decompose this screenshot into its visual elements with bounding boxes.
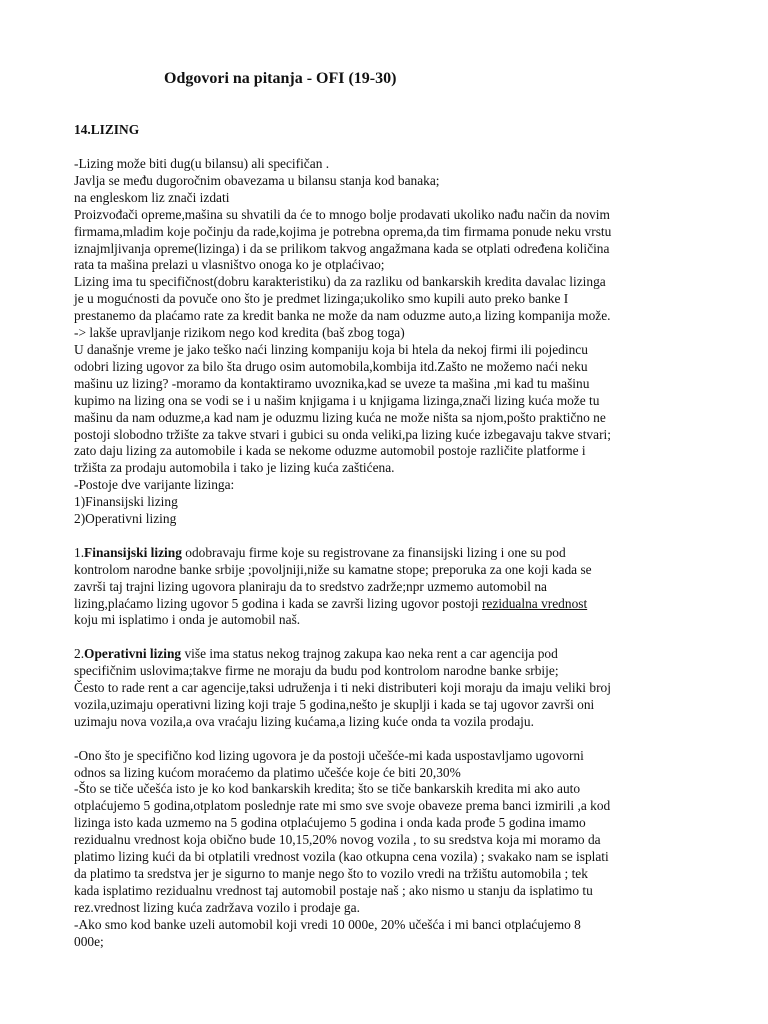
document-body — [74, 156, 714, 951]
text-line: rez.vrednost lizing kuća zadržava vozilo i prodaje ga. — [74, 899, 360, 915]
text-line: otplaćujemo 5 godina,otplatom poslednje rate mi smo sve svoje obaveze prema banci izmirili ,a kod — [74, 798, 611, 814]
text-line: firmama,mladim koje počinju da rade,kojima je potrebna oprema,da tim firmama ponude neku vrstu — [74, 223, 612, 239]
text-line: Često to rade rent a car agencije,taksi udruženja i ti neki distributeri koji moraju da imaju veliki broj — [74, 680, 611, 696]
item-number: 2. — [74, 646, 85, 662]
text-line: rata ta mašina prelazi u vlasništvo onoga ko je otplaćivao; — [74, 257, 385, 273]
text-line: -Lizing može biti dug(u bilansu) ali specifičan . — [74, 156, 330, 171]
operative-leasing-paragraph — [74, 646, 714, 731]
text-line: na engleskom liz znači izdati — [74, 189, 230, 205]
paragraph-gap — [74, 528, 714, 545]
text-line: specifičnim uslovima;takve firme ne moraju da budu pod kontrolom narodne banke srbije; — [74, 663, 559, 679]
text-line: -Ako smo kod banke uzeli automobil koji vredi 10 000e, 20% učešća i mi banci otplaćujemo 8 — [74, 916, 581, 932]
section-heading: 14.LIZING — [74, 122, 140, 137]
text-line — [74, 545, 714, 562]
residual-value-underlined: rezidualna vrednost — [481, 595, 588, 611]
text-line: Javlja se među dugoročnim obavezama u bilansu stanja kod banaka; — [74, 172, 440, 188]
text-line: -Što se tiče učešća isto je ko kod bankarskih kredita; što se tiče bankarskih kredita mi ako auto — [74, 781, 581, 797]
text-line: završi taj trajni lizing ugovora planiraju da to sredstvo zadrže;npr uzmemo automobil na — [74, 578, 547, 594]
text-line: kada isplatimo rezidualnu vrednost taj automobil postaje naš ; ako nismo u stanju da isplatimo tu — [74, 882, 593, 898]
text-line: 000e; — [74, 933, 104, 949]
text-line: platimo lizing kući da bi otplatili vrednost vozila (kao otkupna cena vozila) ; svakako nam se isplati — [74, 849, 609, 865]
paragraph-gap — [74, 731, 714, 748]
text-line: rezidualnu vrednost koja obično bude 10,15,20% novog vozila , to su sredstva koja mi moramo da — [74, 832, 601, 848]
text-line: Proizvođači opreme,mašina su shvatili da će to mnogo bolje prodavati ukoliko nađu način da novim — [74, 206, 610, 222]
text-line — [74, 646, 714, 663]
text-line: koju mi isplatimo i onda je automobil naš. — [74, 612, 301, 628]
line-text: odobravaju firme koje su registrovane za finansijski lizing i one su pod — [181, 544, 566, 560]
text-line: -Ono što je specifično kod lizing ugovora je da postoji učešće-mi kada uspostavljamo ugovorni — [74, 747, 584, 763]
text-line: U današnje vreme je jako teško naći linzing kompaniju koja bi htela da nekoj firmi ili pojedincu — [74, 341, 588, 357]
item-number: 1. — [74, 544, 85, 560]
text-line: mašinu uz lizing? -moramo da kontaktiramo uvoznika,kad se uveze ta mašina ,mi kad tu mašinu — [74, 375, 590, 391]
text-line: prestanemo da plaćamo rate za kredit banka ne može da nam oduzme auto,a lizing kompanija može. — [74, 308, 611, 324]
text-line: odobri lizing ugovor za bilo šta drugo osim automobila,kombija itd.Zašto ne možemo naći neku — [74, 358, 588, 374]
text-line: lizinga isto kada uzmemo na 5 godina otplaćujemo 5 godina i onda kada prođe 5 godina imamo — [74, 815, 586, 831]
financial-leasing-term: Finansijski lizing — [84, 544, 182, 560]
text-line: postoji slobodno tržište za takve stvari i gubici su onda veliki,pa lizing kuće izbegavaju takve stvari; — [74, 426, 611, 442]
text-line: uzimaju nova vozila,a ova vraćaju lizing kućama,a lizing kuće onda ta vozila prodaju. — [74, 713, 534, 729]
paragraph-gap — [74, 629, 714, 646]
text-line: da platimo ta sredstva jer je sigurno to manje nego što to vozilo vredi na tržištu automobila ; tek — [74, 866, 588, 882]
text-line: odnos sa lizing kućom moraćemo da platimo učešće koje će biti 20,30% — [74, 764, 461, 780]
line-text: više ima status nekog trajnog zakupa kao neka rent a car agencija pod — [181, 646, 558, 662]
text-line: 1)Finansijski lizing — [74, 494, 178, 510]
text-line: iznajmljivanja opreme(lizinga) i da se prilikom takvog angažmana kada se otplati određena količina — [74, 240, 610, 256]
text-line: zato daju lizing za automobile i kada se nekome oduzme automobil postoje različite platforme i — [74, 443, 586, 459]
document-title: Odgovori na pitanja - OFI (19-30) — [164, 70, 397, 87]
text-line: Lizing ima tu specifičnost(dobru karakteristiku) da za razliku od bankarskih kredita davalac lizinga — [74, 274, 606, 290]
text-line: vozila,uzimaju operativni lizing koji traje 5 godina,nešto je skuplji i kada se taj ugovor završi oni — [74, 696, 595, 712]
text-line: -> lakše upravljanje rizikom nego kod kredita (baš zbog toga) — [74, 325, 405, 341]
text-line: tržišta za prodaju automobila i tako je lizing kuća zaštićena. — [74, 460, 395, 476]
intro-paragraph — [74, 156, 714, 528]
text-line: mašinu da nam oduzme,a kad nam je oduzmu lizing kuća ne može ništa sa njom,pošto praktično ne — [74, 409, 606, 425]
operative-leasing-term: Operativni lizing — [84, 646, 182, 662]
line-text: lizing,plaćamo lizing ugovor 5 godina i kada se završi lizing ugovor postoji — [74, 595, 482, 611]
text-line: kupimo na lizing ona se vodi se i u našim knjigama i u knjigama lizinga,znači lizing kuća može tu — [74, 392, 600, 408]
text-line — [74, 596, 714, 613]
text-line: je u mogućnosti da povuče ono što je predmet lizinga;ukoliko smo kupili auto preko banke I — [74, 291, 569, 307]
financial-leasing-paragraph — [74, 545, 714, 630]
text-line: kontrolom narodne banke srbije ;povoljniji,niže su kamatne stope; preporuka za one koji kada se — [74, 561, 592, 577]
text-line: -Postoje dve varijante lizinga: — [74, 477, 235, 493]
text-line: 2)Operativni lizing — [74, 511, 177, 527]
closing-paragraph — [74, 748, 714, 951]
